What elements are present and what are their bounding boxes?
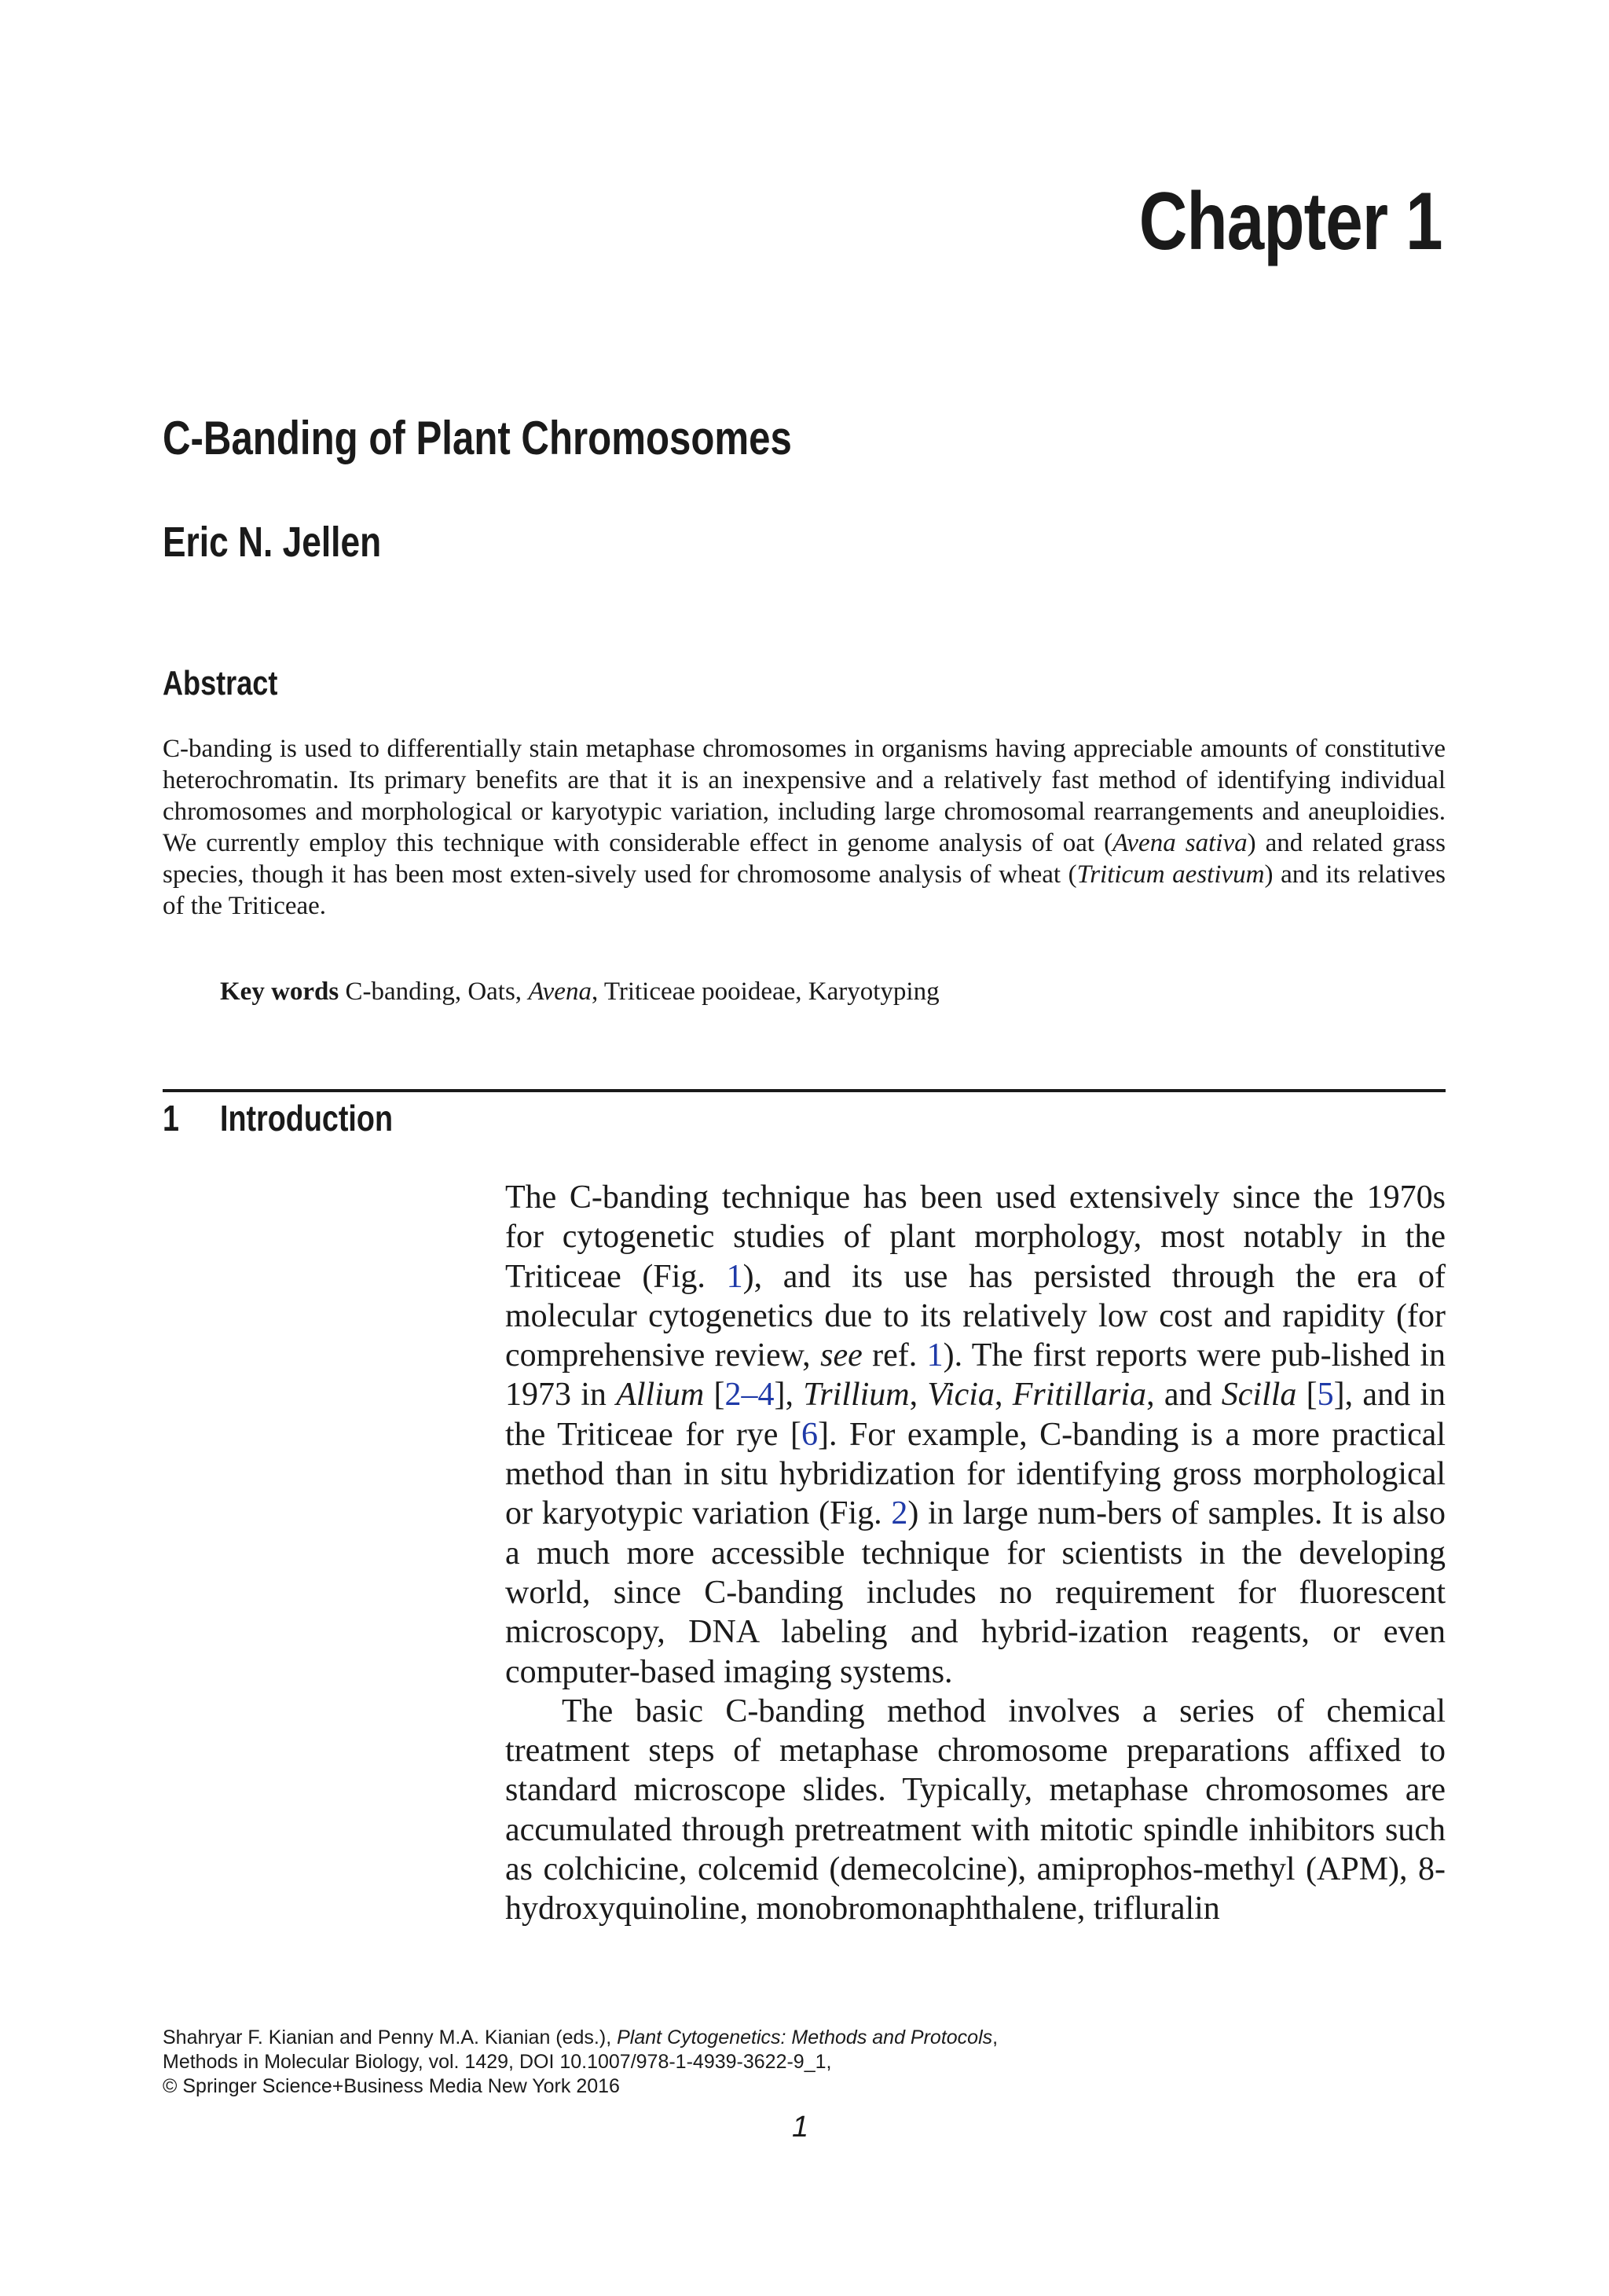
citation-line-1 bbox=[163, 2026, 998, 2050]
reference-link[interactable]: 6 bbox=[801, 1416, 818, 1453]
species-name: Triticum aestivum bbox=[1076, 860, 1265, 889]
intro-text: ], bbox=[774, 1377, 804, 1414]
introduction-body bbox=[505, 1178, 1446, 1929]
section-title bbox=[220, 1098, 431, 1139]
chapter-label bbox=[1072, 176, 1442, 267]
keywords-italic: Avena bbox=[528, 977, 592, 1006]
genus-name: Fritillaria bbox=[1012, 1377, 1147, 1414]
genus-name: Scilla bbox=[1221, 1377, 1297, 1414]
intro-text: ) in large num-bers of samples. It is also a much more accessible technique for scientists in the developing world, since C-banding includes no requirement for fluorescent microscopy, DNA labeling and hybrid-ization reagents, or even computer-based imaging systems. bbox=[505, 1495, 1446, 1690]
citation-line-2: Methods in Molecular Biology, vol. 1429, DOI 10.1007/978-1-4939-3622-9_1, bbox=[163, 2051, 832, 2073]
abstract-heading bbox=[163, 666, 303, 701]
species-name: Avena sativa bbox=[1112, 829, 1248, 857]
intro-text: [ bbox=[704, 1377, 725, 1414]
section-number bbox=[163, 1098, 183, 1139]
abstract-text: ) and related grass species, though it has been most exten-sively used for chromosome analysis of wheat ( bbox=[163, 829, 1446, 889]
section-number-text: 1 bbox=[163, 1098, 179, 1139]
article-title bbox=[163, 412, 930, 464]
intro-paragraph-1 bbox=[505, 1178, 1446, 1692]
keywords-text: , Triticeae pooideae, Karyotyping bbox=[591, 977, 940, 1006]
book-title: Plant Cytogenetics: Methods and Protocols bbox=[617, 2026, 993, 2048]
genus-name: Allium bbox=[616, 1377, 705, 1414]
intro-text: , bbox=[909, 1377, 928, 1414]
intro-text: ). The first reports were pub-lished in 1973 in bbox=[505, 1337, 1446, 1414]
intro-text: , and bbox=[1146, 1377, 1222, 1414]
reference-link[interactable]: 2–4 bbox=[724, 1377, 775, 1414]
author-name bbox=[163, 519, 429, 566]
figure-link[interactable]: 2 bbox=[891, 1495, 908, 1532]
figure-link[interactable]: 1 bbox=[726, 1258, 743, 1295]
copyright-line: © Springer Science+Business Media New York 2016 bbox=[163, 2075, 620, 2097]
keywords-text: C-banding, Oats, bbox=[339, 977, 529, 1006]
abstract-body bbox=[163, 733, 1446, 922]
genus-name: Vicia bbox=[927, 1377, 995, 1414]
keywords bbox=[220, 976, 940, 1007]
intro-text: ref. bbox=[862, 1337, 927, 1374]
chapter-label-text: Chapter 1 bbox=[1139, 176, 1442, 267]
genus-name: Trillium bbox=[803, 1377, 910, 1414]
author-name-text: Eric N. Jellen bbox=[163, 519, 382, 566]
intro-text: ]. For example, C-banding is a more practical method than in situ hybridization for identifying gross morphological or karyotypic variation (Fig. bbox=[505, 1416, 1446, 1532]
intro-text: ), and its use has persisted through the era of molecular cytogenetics due to its relatively low cost and rapidity (for comprehensive review, bbox=[505, 1258, 1446, 1374]
intro-text: , bbox=[994, 1377, 1013, 1414]
article-title-text: C-Banding of Plant Chromosomes bbox=[163, 412, 792, 464]
citation-punct: , bbox=[992, 2026, 999, 2048]
citation-footer bbox=[163, 2026, 998, 2099]
citation-editors: Shahryar F. Kianian and Penny M.A. Kianian (eds.), bbox=[163, 2026, 618, 2048]
intro-text: The C-banding technique has been used extensively since the 1970s for cytogenetic studies of plant morphology, most notably in the Triticeae (Fig. bbox=[505, 1179, 1446, 1295]
abstract-heading-text: Abstract bbox=[163, 664, 278, 702]
intro-italic: see bbox=[820, 1337, 863, 1374]
keywords-label: Key words bbox=[220, 977, 339, 1006]
page-number: 1 bbox=[792, 2111, 809, 2144]
abstract-text: C-banding is used to differentially stain metaphase chromosomes in organisms having appreciable amounts of constitutive heterochromatin. Its primary benefits are that it is an inexpensive and a relatively fast method of identifying individual chromosomes and morphological or karyotypic variation, including large chromosomal rearrangements and aneuploidies. We currently employ this technique with considerable effect in genome analysis of oat ( bbox=[163, 735, 1446, 857]
abstract-text: ) and its relatives of the Triticeae. bbox=[163, 860, 1446, 920]
reference-link[interactable]: 1 bbox=[926, 1337, 944, 1374]
section-title-text: Introduction bbox=[220, 1098, 393, 1139]
intro-text: [ bbox=[1296, 1377, 1318, 1414]
section-divider bbox=[163, 1089, 1446, 1092]
intro-text: ], and in the Triticeae for rye [ bbox=[505, 1377, 1446, 1453]
intro-paragraph-2: The basic C-banding method involves a series of chemical treatment steps of metaphase chromosome preparations affixed to standard microscope slides. Typically, metaphase chromosomes are accumulated through pretreatment with mitotic spindle inhibitors such as colchicine, colcemid (demecolcine), amiprophos-methyl (APM), 8-hydroxyquinoline, monobromonaphthalene, trifluralin bbox=[505, 1693, 1446, 1927]
reference-link[interactable]: 5 bbox=[1317, 1377, 1334, 1414]
